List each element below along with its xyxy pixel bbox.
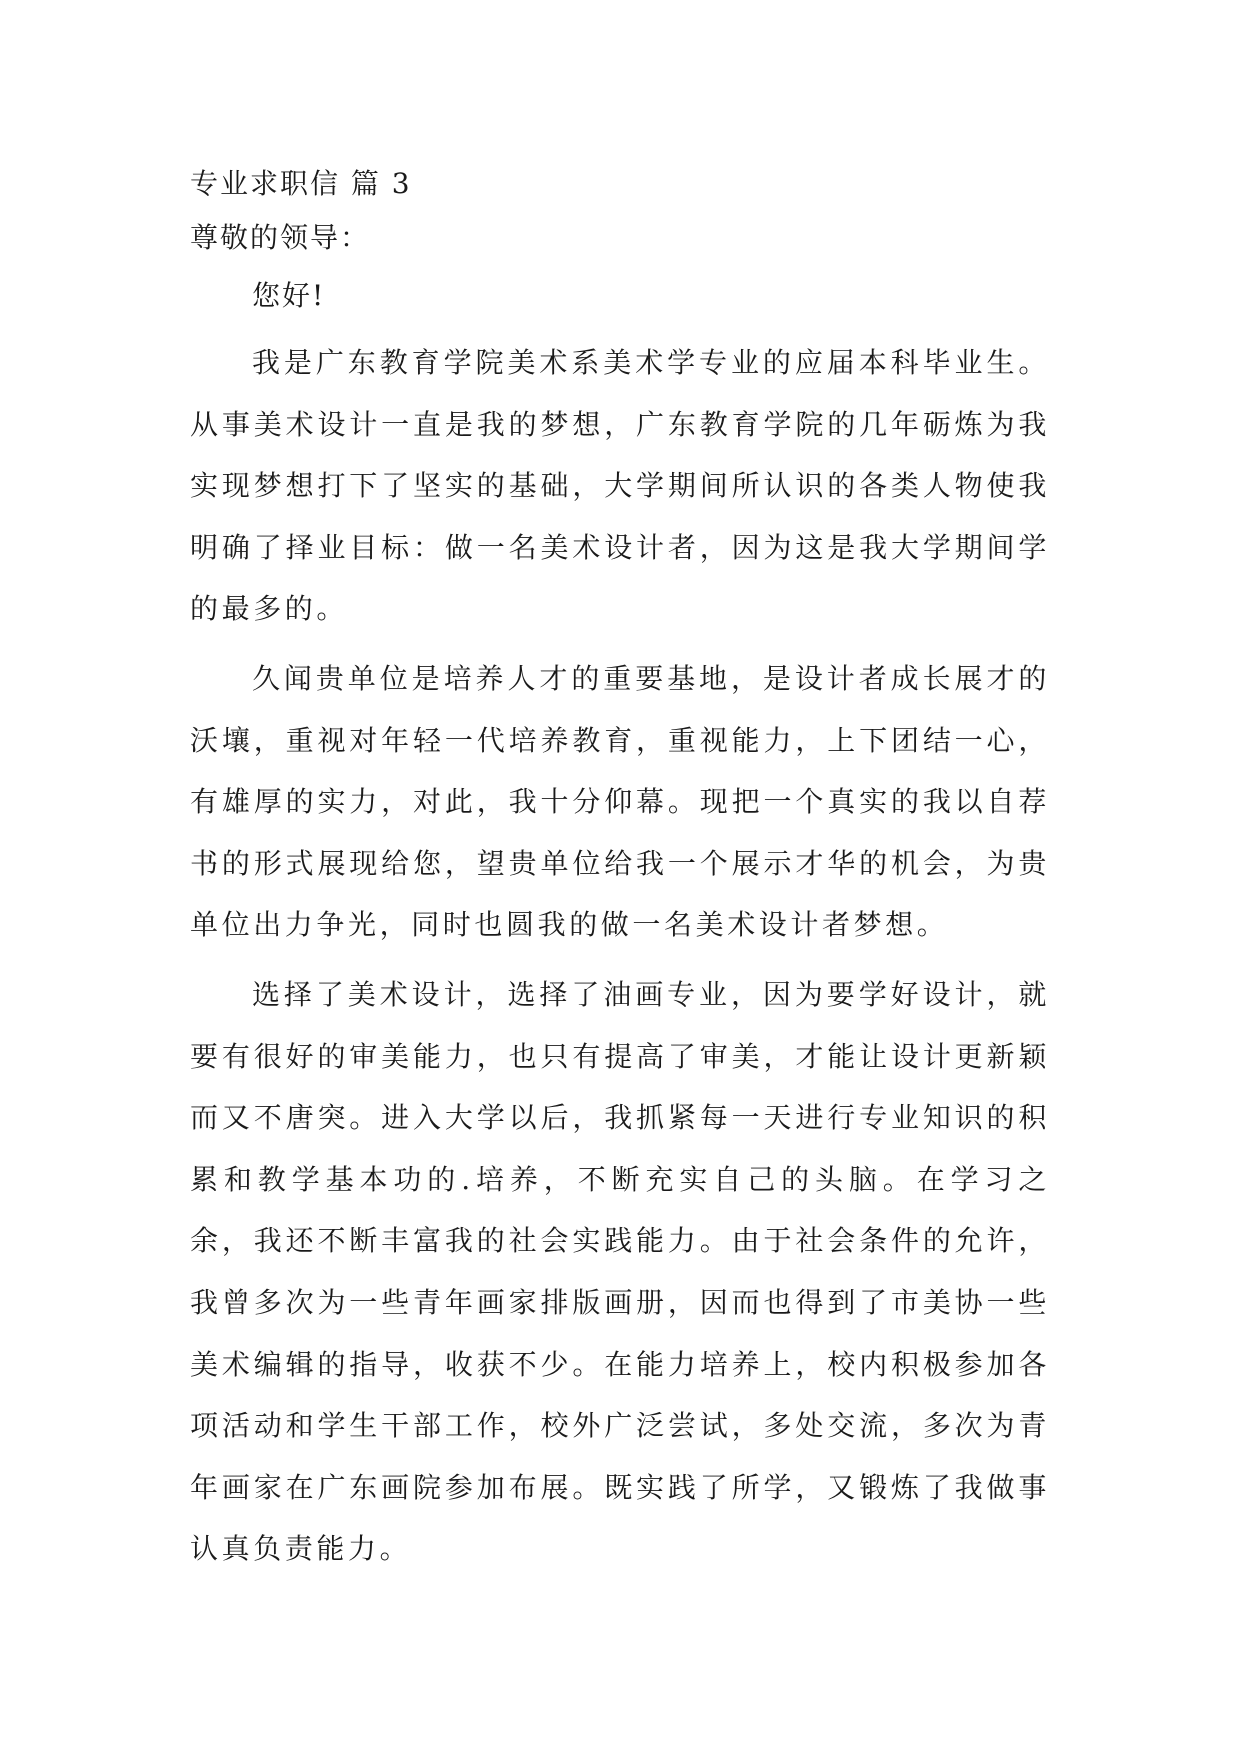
salutation: 尊敬的领导： <box>190 221 371 254</box>
paragraph-intro: 我是广东教育学院美术系美术学专业的应届本科毕业生。从事美术设计一直是我的梦想，广东教育学院的几年砺炼为我实现梦想打下了坚实的基础，大学期间所认识的各类人物使我明确了择业目标：做一名美术设计者，因为这是我大学期间学的最多的。 <box>190 346 1050 626</box>
paragraph-experience: 选择了美术设计，选择了油画专业，因为要学好设计，就要有很好的审美能力，也只有提高了审美，才能让设计更新颖而又不唐突。进入大学以后，我抓紧每一天进行专业知识的积累和教学基本功的.培养，不断充实自己的头脑。在学习之余，我还不断丰富我的社会实践能力。由于社会条件的允许，我曾多次为一些青年画家排版画册，因而也得到了市美协一些美术编辑的指导，收获不少。在能力培养上，校内积极参加各项活动和学生干部工作，校外广泛尝试，多处交流，多次为青年画家在广东画院参加布展。既实践了所学，又锻炼了我做事认真负责能力。 <box>190 977 1050 1566</box>
greeting: 您好! <box>252 279 326 312</box>
document-body <box>190 162 1050 1588</box>
paragraph-employer: 久闻贵单位是培养人才的重要基地，是设计者成长展才的沃壤，重视对年轻一代培养教育，重视能力，上下团结一心，有雄厚的实力，对此，我十分仰幕。现把一个真实的我以自荐书的形式展现给您，望贵单位给我一个展示才华的机会，为贵单位出力争光，同时也圆我的做一名美术设计者梦想。 <box>190 661 1050 942</box>
document-title: 专业求职信 篇 3 <box>190 167 412 200</box>
